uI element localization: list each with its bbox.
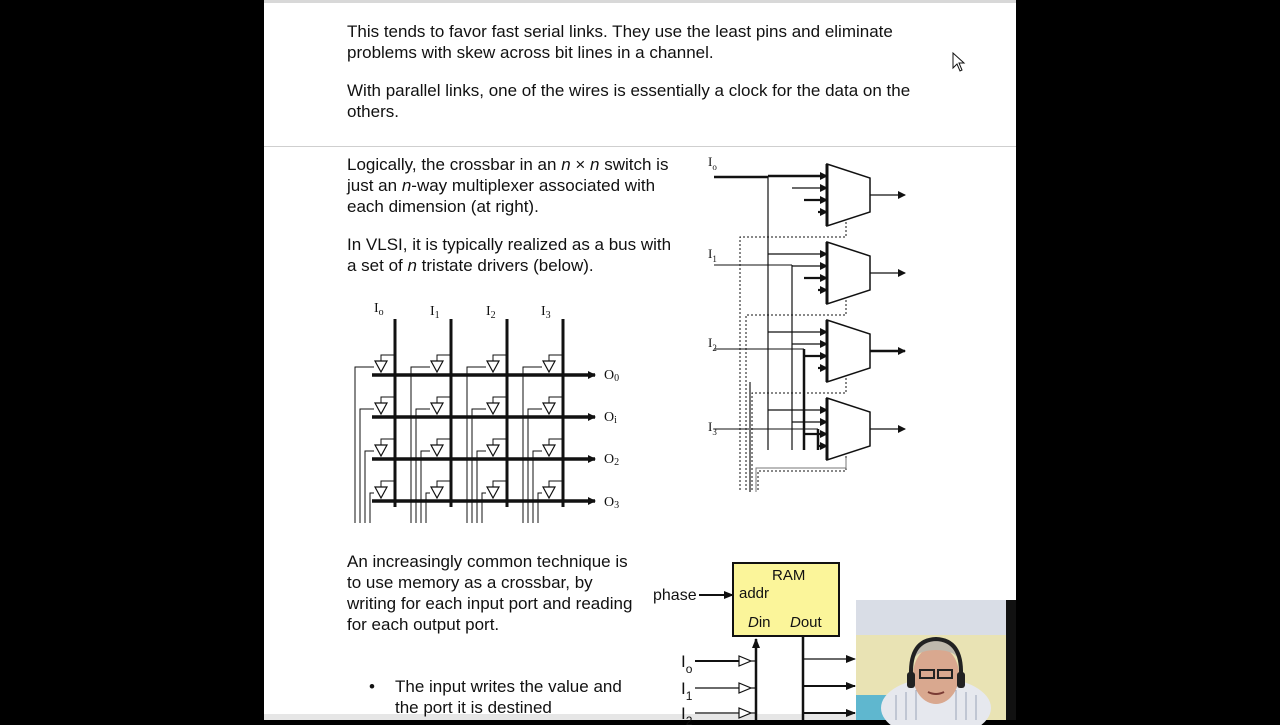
buffer-feed — [381, 355, 395, 361]
times-symbol: × — [570, 155, 591, 174]
buffer-feed — [437, 355, 451, 361]
mux-input-label-i2: $I_2$ — [708, 335, 717, 353]
ram-input-label-i0: $I_o$ — [681, 652, 693, 676]
ram-title: RAM — [772, 567, 806, 584]
tristate-buffer-icon — [543, 445, 555, 456]
buffer-feed — [493, 481, 507, 487]
mouse-cursor-icon — [952, 52, 966, 72]
text-fragment: Logically, the crossbar in an — [347, 155, 562, 174]
mux-input-labels — [708, 154, 717, 437]
mux-wires — [714, 164, 905, 492]
output-label-o2: O2 — [604, 452, 620, 468]
page-top-border — [264, 0, 1016, 3]
multiplexer-1 — [827, 242, 870, 304]
multiplexer-3 — [827, 398, 870, 460]
output-label-o0: O0 — [604, 368, 620, 384]
multiplexer-2 — [827, 320, 870, 382]
buffer-feed — [549, 355, 563, 361]
mux-input-label-i0: $I_o$ — [708, 154, 717, 172]
control-line — [756, 458, 846, 492]
buffer-feed — [437, 481, 451, 487]
buffer-feed — [437, 397, 451, 403]
buffer-feed — [493, 397, 507, 403]
tristate-input-labels — [374, 301, 551, 321]
input-label-i0: $I_o$ — [374, 301, 384, 318]
paragraph-crossbar-logic — [347, 154, 692, 217]
tristate-buffer-icon — [487, 361, 499, 372]
buffer-feed — [549, 439, 563, 445]
buffer-feed — [381, 439, 395, 445]
enable-line — [416, 409, 430, 523]
paragraph-vlsi — [347, 234, 677, 276]
ram-input-label-i2: $I_2$ — [681, 704, 693, 725]
enable-line — [472, 409, 486, 523]
enable-line — [528, 409, 542, 523]
tristate-buffer-icon — [543, 487, 555, 498]
buffer-feed — [549, 397, 563, 403]
text-fragment: switch is just an — [347, 155, 669, 195]
mux-input-label-i3: $I_3$ — [708, 419, 717, 437]
tristate-buffer-icon — [375, 403, 387, 414]
tristate-output-labels — [604, 368, 619, 511]
section-divider — [264, 146, 1016, 147]
bullet-dot: • — [369, 677, 375, 696]
paragraph-serial-links: This tends to favor fast serial links. They use the least pins and eliminate problems with skew across bit lines in a channel. — [347, 22, 893, 62]
paragraph-parallel-links: With parallel links, one of the wires is essentially a clock for the data on the others. — [347, 81, 911, 121]
ram-input-label-i1: $I_1$ — [681, 679, 693, 703]
math-n: n — [561, 155, 571, 174]
input-label-i2: $I_2$ — [486, 304, 496, 321]
text-fragment: tristate drivers (below). — [416, 256, 594, 275]
math-n: n — [590, 155, 600, 174]
ram-crossbar-diagram — [645, 555, 860, 725]
input-label-i1: $I_1$ — [430, 304, 440, 321]
output-label-o3: O3 — [604, 495, 620, 511]
tristate-buffer-icon — [431, 445, 443, 456]
enable-line — [360, 409, 374, 523]
tristate-buffer-icon — [375, 487, 387, 498]
ram-addr-label: addr — [739, 585, 770, 602]
tristate-buffer-icon — [375, 361, 387, 372]
mux-input-label-i1: $I_1$ — [708, 246, 717, 264]
math-n: n — [401, 176, 412, 195]
bullet-text: The input writes the value and the port it is destined — [395, 677, 622, 717]
presenter-webcam — [856, 600, 1016, 720]
enable-line — [370, 493, 374, 523]
math-n: n — [407, 256, 417, 275]
enable-line — [426, 493, 430, 523]
text-fragment: -way multiplexer associated with each dimension (at right). — [347, 176, 656, 216]
buffer-feed — [493, 439, 507, 445]
buffer-feed — [549, 481, 563, 487]
tristate-buffer-icon — [375, 445, 387, 456]
buffer-feed — [437, 439, 451, 445]
multiplexer-0 — [827, 164, 870, 226]
ram-din-label: Din — [748, 614, 771, 631]
tristate-buffer-icon — [487, 403, 499, 414]
tristate-buffer-icon — [431, 487, 443, 498]
tristate-buffer-icon — [543, 361, 555, 372]
ram-dout-label: Dout — [790, 614, 822, 631]
buffer-feed — [381, 397, 395, 403]
enable-line — [482, 493, 486, 523]
tristate-driver-icon — [739, 656, 751, 666]
input-label-i3: $I_3$ — [541, 304, 551, 321]
tristate-crossbar-diagram — [340, 295, 640, 530]
tristate-wires — [355, 319, 595, 523]
output-label-o1: Oi — [604, 410, 617, 426]
enable-line — [538, 493, 542, 523]
tristate-buffer-icon — [543, 403, 555, 414]
tristate-buffer-icon — [487, 487, 499, 498]
phase-label: phase — [653, 587, 697, 604]
text-fragment: In VLSI, it is typically realized as a bus with a set of — [347, 235, 672, 275]
tristate-buffer-icon — [431, 403, 443, 414]
buffer-feed — [493, 355, 507, 361]
tristate-buffer-icon — [487, 445, 499, 456]
mux-crossbar-diagram — [700, 150, 920, 500]
tristate-driver-icon — [739, 683, 751, 693]
tristate-driver-icon — [739, 708, 751, 718]
ram-input-drivers — [695, 656, 756, 718]
tristate-buffer-icon — [431, 361, 443, 372]
paragraph-memory-crossbar: An increasingly common technique is to use memory as a crossbar, by writing for each input port and reading for each output port. — [347, 552, 633, 634]
select-line-3 — [758, 456, 846, 492]
webcam-video-frame — [856, 600, 1016, 720]
buffer-feed — [381, 481, 395, 487]
